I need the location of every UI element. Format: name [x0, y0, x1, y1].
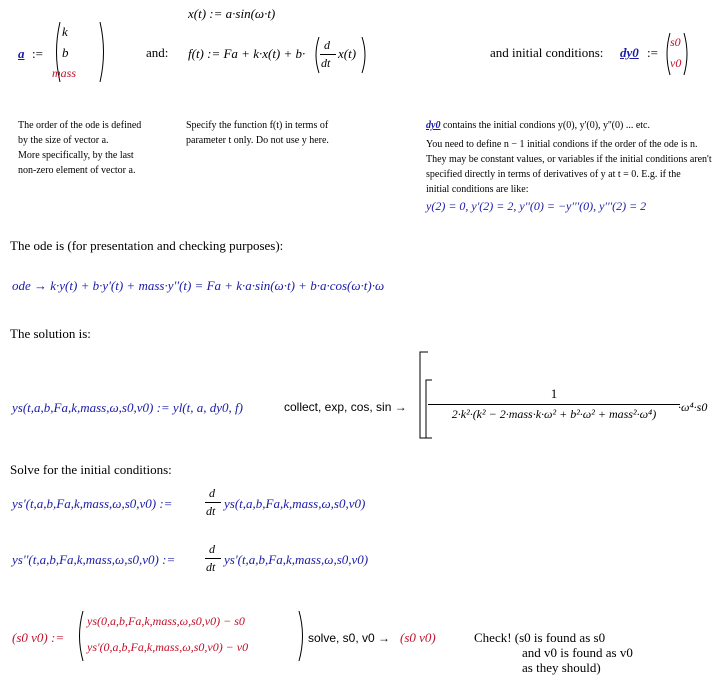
note-dy0-ref: dy0 [426, 120, 441, 131]
ypps-rhs: ys'(t,a,b,Fa,k,mass,ω,s0,v0) [224, 552, 369, 567]
solution-frac-num: 1 [550, 386, 558, 401]
f-deriv-den: dt [321, 56, 331, 70]
dy0-v0: v0 [670, 56, 682, 70]
f-deriv-num: d [324, 38, 330, 52]
dy0-name: dy0 [620, 45, 639, 60]
yps-d: d [209, 486, 215, 500]
solve-row-2: ys'(0,a,b,Fa,k,mass,ω,s0,v0) − v0 [87, 640, 249, 654]
ypps-lhs: ys''(t,a,b,Fa,k,mass,ω,s0,v0) := [12, 552, 176, 567]
a-vector-mass: mass [52, 66, 77, 80]
note-initial-line: specified directly in terms of derivatives of y at t = 0. E.g. if the [426, 169, 681, 180]
solution-frac-den: 2·k²·(k² − 2·mass·k·ω² + b²·ω² + mass²·ω⁴) [451, 407, 657, 421]
x-definition[interactable]: x(t) := a·sin(ω·t) [188, 6, 276, 21]
note-order-line: The order of the ode is defined [18, 120, 142, 131]
f-deriv-arg: x(t) [338, 46, 357, 61]
note-initial-line: initial conditions are like: [426, 184, 529, 195]
yps-definition[interactable] [12, 484, 432, 524]
and-label: and: [146, 45, 169, 60]
note-initial-head-rest: contains the initial condions y(0), y'(0), y''(0) ... etc. [440, 120, 650, 131]
solve-lhs[interactable]: (s0 v0) := [12, 630, 65, 645]
solve-row-1: ys(0,a,b,Fa,k,mass,ω,s0,v0) − s0 [87, 614, 245, 628]
solve-keywords: solve, s0, v0 → [308, 631, 391, 645]
check-line: as they should) [522, 660, 601, 675]
solution-frac-bar [428, 404, 680, 405]
dy0-assign: := [647, 45, 658, 60]
solution-heading: The solution is: [10, 326, 91, 341]
a-vector-k: k [62, 24, 68, 39]
assign-op: := [32, 46, 43, 61]
ypps-dt: dt [206, 560, 216, 574]
init-conditions-label: and initial conditions: [490, 45, 604, 60]
a-vector-definition[interactable] [16, 18, 96, 88]
check-line: Check! (s0 is found as s0 [474, 630, 606, 645]
f-definition[interactable] [188, 34, 378, 74]
note-order-line: non-zero element of vector a. [18, 165, 136, 176]
solution-lhs[interactable]: ys(t,a,b,Fa,k,mass,ω,s0,v0) := yl(t, a, dy0, f) [12, 400, 243, 415]
yps-dt: dt [206, 504, 216, 518]
note-function-line: parameter t only. Do not use y here. [186, 135, 329, 146]
note-order [18, 118, 141, 178]
yps-rhs: ys(t,a,b,Fa,k,mass,ω,s0,v0) [224, 496, 366, 511]
note-initial-example: y(2) = 0, y'(2) = 2, y''(0) = −y'''(0), y'''(2) = 2 [426, 199, 647, 213]
note-order-line: by the size of vector a. [18, 135, 109, 146]
yps-bar [205, 502, 221, 503]
note-initial [426, 118, 712, 214]
note-initial-head [426, 118, 712, 133]
ode-heading: The ode is (for presentation and checking purposes): [10, 238, 284, 253]
check-note [474, 630, 633, 675]
solution-fraction[interactable] [428, 386, 680, 422]
note-function-line: Specify the function f(t) in terms of [186, 120, 329, 131]
a-name: a [18, 46, 25, 61]
ode-expression[interactable]: ode → k·y(t) + b·y'(t) + mass·y''(t) = Fa + k·a·sin(ω·t) + b·a·cos(ω·t)·ω [12, 278, 385, 293]
solve-result: (s0 v0) [400, 630, 436, 645]
note-initial-line: They may be constant values, or variables if the initial conditions aren't [426, 154, 712, 165]
note-function [186, 118, 329, 148]
solution-keywords: collect, exp, cos, sin → [284, 400, 407, 414]
ypps-d: d [209, 542, 215, 556]
f-deriv-bar [320, 54, 336, 55]
ypps-definition[interactable] [12, 540, 432, 580]
ypps-bar [205, 558, 221, 559]
solution-tail: ·ω⁴·s0 [678, 400, 708, 414]
dy0-s0: s0 [670, 35, 681, 49]
note-order-line: More specifically, by the last [18, 150, 134, 161]
check-line: and v0 is found as v0 [522, 645, 633, 660]
note-initial-line: You need to define n − 1 initial condions if the order of the ode is n. [426, 139, 698, 150]
f-definition-lhs: f(t) := Fa + k·x(t) + b· [188, 46, 306, 61]
dy0-definition[interactable] [620, 30, 690, 78]
a-vector-b: b [62, 45, 69, 60]
initial-heading: Solve for the initial conditions: [10, 462, 172, 477]
yps-lhs: ys'(t,a,b,Fa,k,mass,ω,s0,v0) := [12, 496, 173, 511]
